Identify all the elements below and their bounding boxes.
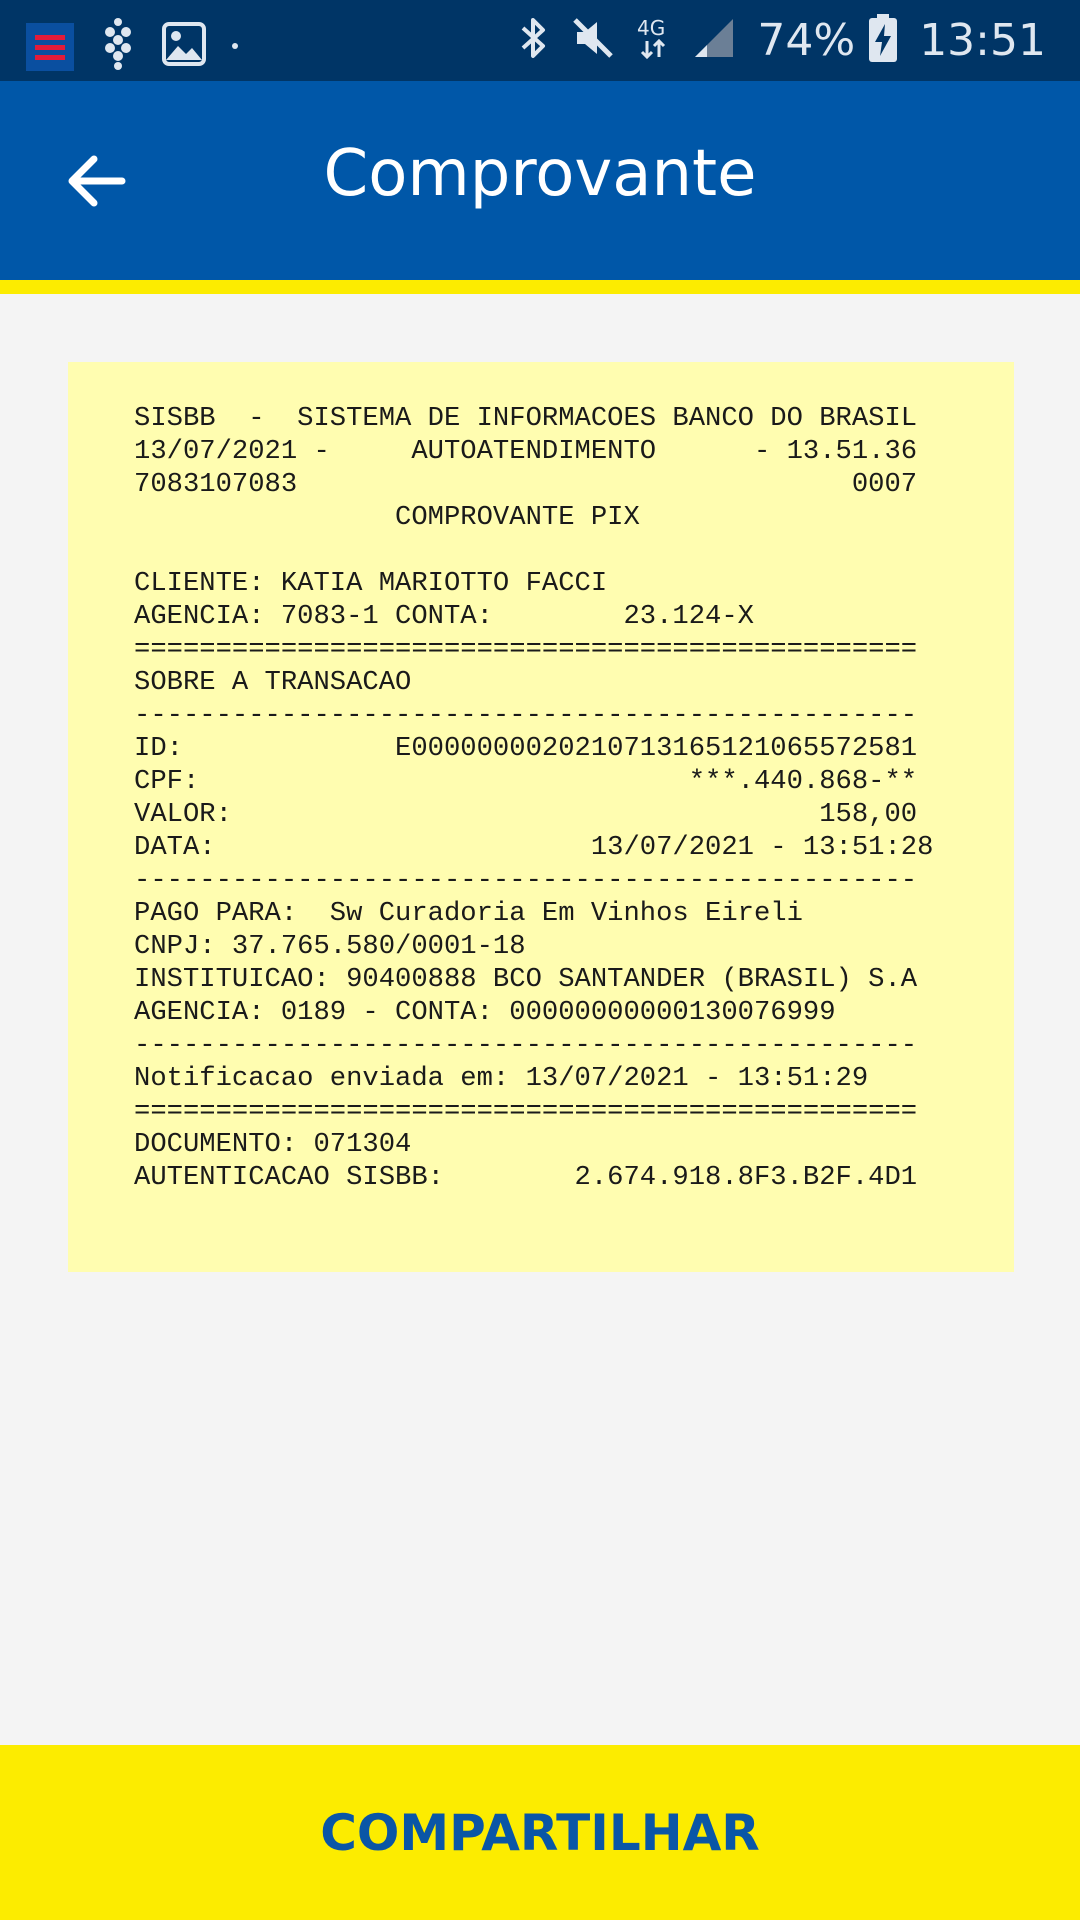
receipt-line: PAGO PARA: Sw Curadoria Em Vinhos Eireli (134, 898, 803, 929)
receipt-line: ID: E0000000020210713165121065572581 (134, 733, 918, 764)
bb-app-icon (26, 23, 74, 71)
receipt-line: ------------------------------------------------ (134, 700, 918, 731)
receipt-line: 13/07/2021 - AUTOATENDIMENTO - 13.51.36 (134, 436, 918, 467)
app-header (0, 81, 1080, 294)
receipt-line: DATA: 13/07/2021 - 13:51:28 (134, 832, 934, 863)
battery-charging-icon (869, 14, 897, 67)
receipt-line: CNPJ: 37.765.580/0001-18 (134, 931, 526, 962)
receipt-line: AGENCIA: 0189 - CONTA: 00000000000130076999 (134, 997, 836, 1028)
receipt-card (68, 362, 1014, 1272)
grapes-icon (98, 16, 138, 77)
bluetooth-icon (519, 14, 549, 67)
battery-percent: 74% (757, 15, 856, 66)
receipt-line: INSTITUICAO: 90400888 BCO SANTANDER (BRASIL) S.A (134, 964, 918, 995)
clock: 13:51 (919, 15, 1046, 66)
receipt-line: Notificacao enviada em: 13/07/2021 - 13:51:29 (134, 1063, 869, 1094)
receipt-line: SISBB - SISTEMA DE INFORMACOES BANCO DO BRASIL (134, 403, 918, 434)
receipt-line: CPF: ***.440.868-** (134, 766, 918, 797)
receipt-line: ------------------------------------------------ (134, 1030, 918, 1061)
receipt-line: 7083107083 0007 (134, 469, 918, 500)
share-button-label: COMPARTILHAR (320, 1803, 760, 1862)
receipt-line: AUTENTICACAO SISBB: 2.674.918.8F3.B2F.4D1 (134, 1162, 918, 1193)
mute-icon (571, 16, 615, 65)
4g-icon (637, 15, 671, 66)
page-title: Comprovante (323, 137, 757, 211)
receipt-line: VALOR: 158,00 (134, 799, 918, 830)
network-type-label: 4G (637, 16, 666, 40)
signal-icon (693, 17, 735, 64)
receipt-line: ------------------------------------------------ (134, 865, 918, 896)
receipt-line: SOBRE A TRANSACAO (134, 667, 412, 698)
receipt-line: CLIENTE: KATIA MARIOTTO FACCI (134, 568, 608, 599)
receipt-text (134, 402, 952, 1194)
notification-icons (26, 16, 264, 77)
receipt-line: AGENCIA: 7083-1 CONTA: 23.124-X (134, 601, 754, 632)
image-icon (162, 22, 206, 71)
receipt-line: DOCUMENTO: 071304 (134, 1129, 412, 1160)
share-button[interactable] (0, 1745, 1080, 1920)
receipt-line: ================================================ (134, 1096, 918, 1127)
system-indicators (497, 0, 1046, 81)
status-bar (0, 0, 1080, 81)
receipt-line: ================================================ (134, 634, 918, 665)
receipt-line: COMPROVANTE PIX (134, 502, 640, 533)
dot-icon (230, 38, 240, 56)
